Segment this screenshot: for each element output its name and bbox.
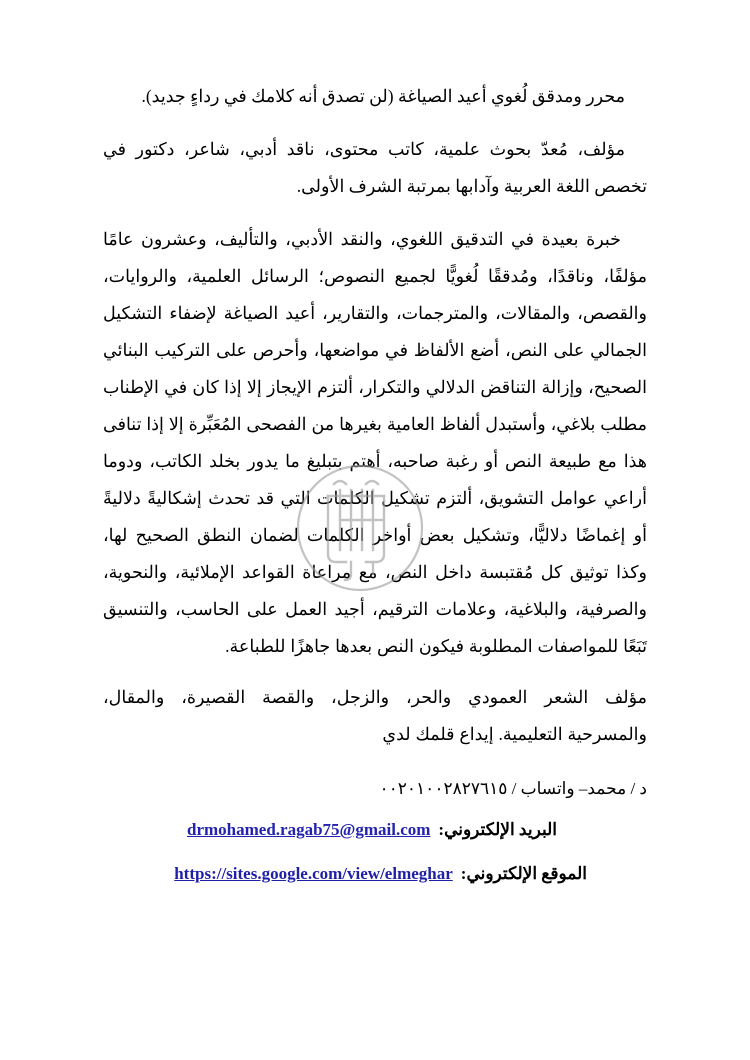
document-text-body [103,78,647,901]
paragraph-experience: خبرة بعيدة في التدقيق اللغوي، والنقد الأدبي، والتأليف، وعشرون عامًا مؤلفًا، وناقدًا، ومُدققًا لُغويًّا لجميع النصوص؛ الرسائل العلمية، والروايات، والقصص، والمقالات، والمترجمات، والتقارير، أعيد الصياغة لإضفاء التشكيل الجمالي على النص، أضع الألفاظ في مواضعها، وأحرص على التركيب البنائي الصحيح، وإزالة التناقض الدلالي والتكرار، ألتزم الإيجاز إلا إذا كان في الإطناب مطلب بلاغي، وأستبدل ألفاظ العامية بغيرها من الفصحى المُعَبِّرة إلا إذا تنافى هذا مع طبيعة النص أو رغبة صاحبه، أهتم بتبليغ ما يدور بخلد الكاتب، ودوما أراعي عوامل التشويق، ألتزم تشكيل الكلمات التي قد تحدث إشكاليةً دلاليةً أو إغماضًا دلاليًّا، وتشكيل بعض أواخر الكلمات لضمان النطق الصحيح لها، وكذا توثيق كل مُقتبسة داخل النص، مع مراعاة القواعد الإملائية، والنحوية، والصرفية، والبلاغية، وعلامات الترقيم، أجيد العمل على الحاسب، والتنسيق تَبَعًا للمواصفات المطلوبة فيكون النص بعدها جاهزًا للطباعة. [103,229,647,656]
contact-phone-number: ٠٠٢٠١٠٠٢٨٢٧٦١٥ [379,779,508,798]
contact-name-line [103,771,647,807]
contact-email-row [103,813,647,847]
website-link[interactable]: https://sites.google.com/view/elmeghar [174,864,453,883]
contact-name-label: د / محمد– واتساب / [511,779,647,798]
contact-website-row [103,857,647,891]
contact-block [103,771,647,891]
intro-line-2: مؤلف، مُعدّ بحوث علمية، كاتب محتوى، ناقد أدبي، شاعر، دكتور في تخصص اللغة العربية وآدابها بمرتبة الشرف الأولى. [103,139,647,196]
intro-line-1: محرر ومدقق لُغوي أعيد الصياغة (لن تصدق أنه كلامك في رداءٍ جديد). [141,86,625,106]
email-link[interactable]: drmohamed.ragab75@gmail.com [187,820,431,839]
paragraph-works: مؤلف الشعر العمودي والحر، والزجل، والقصة القصيرة، والمقال، والمسرحية التعليمية. إيداع قلمك لدي [103,687,647,744]
website-label: الموقع الإلكتروني: [460,864,587,883]
email-label: البريد الإلكتروني: [438,820,557,839]
